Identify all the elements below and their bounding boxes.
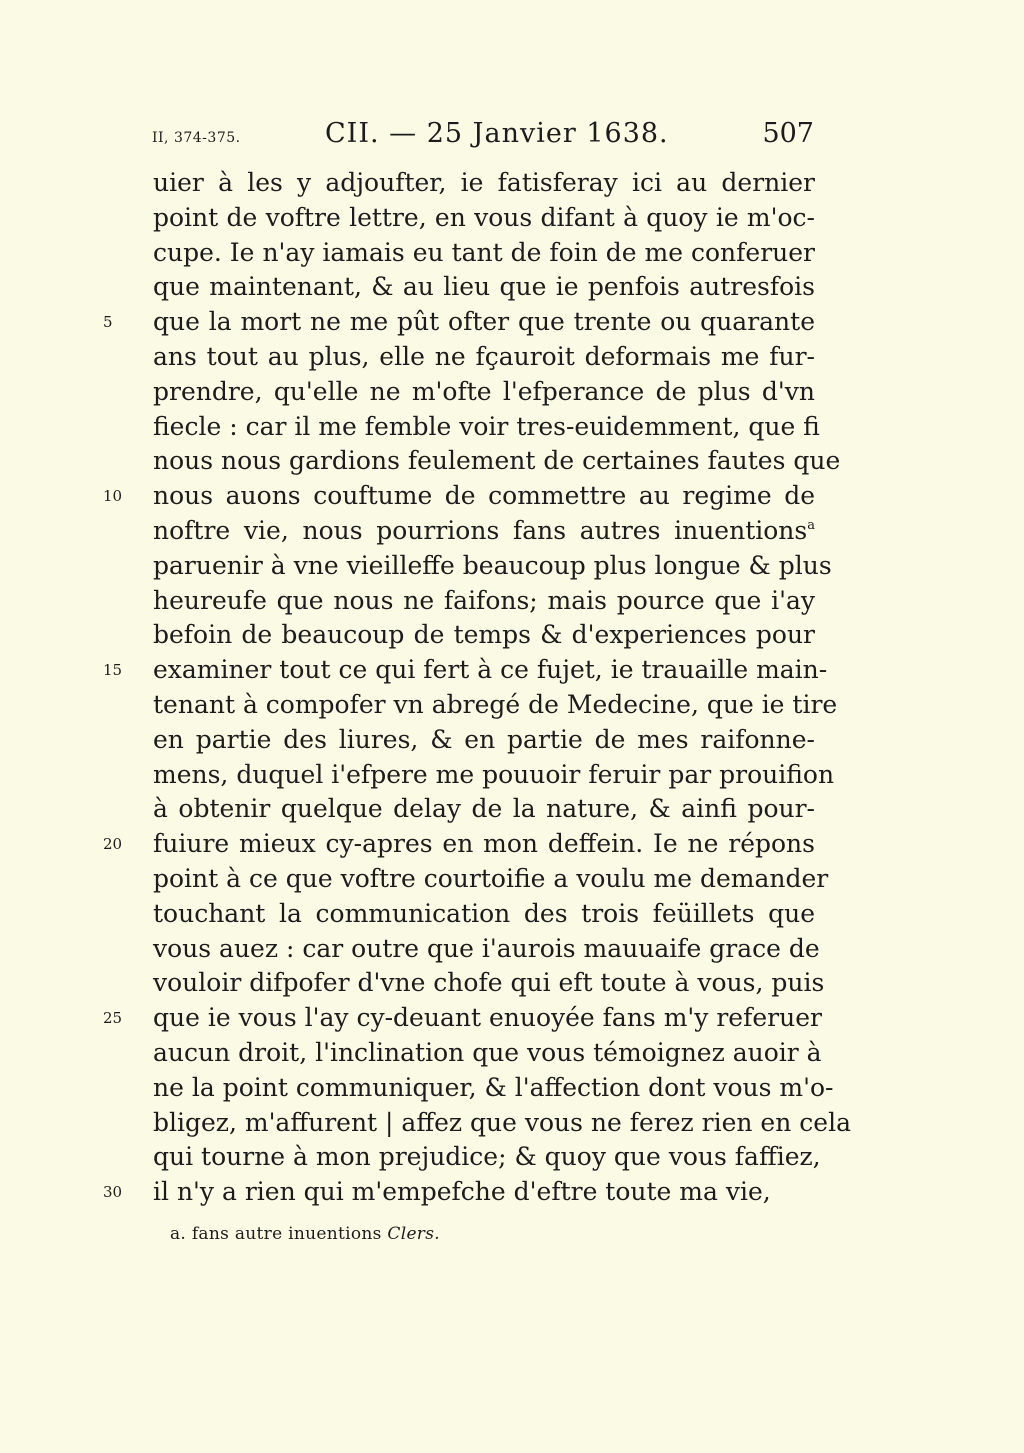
- line-text: point de voftre lettre, en vous difant à quoy ie m'oc-: [153, 202, 815, 232]
- text-line: [153, 758, 835, 793]
- footnote-source: Clers.: [387, 1224, 440, 1244]
- text-line: [103, 1001, 822, 1036]
- line-text: fuiure mieux cy-apres en mon deffein. Ie ne répons: [153, 829, 815, 859]
- text-line: [153, 862, 829, 897]
- line-text: nous auons couftume de commettre au regime de: [153, 481, 815, 511]
- line-text: ne la point communiquer, & l'affection dont vous m'o-: [153, 1072, 834, 1102]
- line-text: noftre vie, nous pourrions fans autres inuentions: [153, 515, 808, 545]
- text-line: [103, 827, 815, 862]
- text-line: [153, 444, 841, 479]
- text-line: [153, 201, 815, 236]
- footnote: [170, 1224, 440, 1244]
- text-line: [153, 375, 815, 410]
- text-line: [103, 653, 828, 688]
- line-text: heureufe que nous ne faifons; mais pource que i'ay: [153, 585, 815, 615]
- line-number: 10: [103, 487, 123, 506]
- line-text: prendre, qu'elle ne m'ofte l'efperance de plus d'vn: [153, 376, 815, 406]
- text-line: [153, 688, 838, 723]
- line-text: fiecle : car il me femble voir tres-euidemment, que fi: [153, 411, 820, 441]
- line-text: nous nous gardions feulement de certaines fautes que: [153, 446, 841, 476]
- text-line: [153, 270, 815, 305]
- text-line: [153, 340, 815, 375]
- line-text: en partie des liures, & en partie de mes raifonne-: [153, 724, 815, 754]
- text-line: [153, 514, 815, 549]
- text-line: [153, 792, 815, 827]
- text-line: [153, 1106, 851, 1141]
- line-text: paruenir à vne vieilleffe beaucoup plus longue & plus: [153, 550, 832, 580]
- text-line: [153, 410, 820, 445]
- letter-body: [103, 166, 851, 1210]
- text-line: [153, 584, 815, 619]
- line-text: à obtenir quelque delay de la nature, & ainfi pour-: [153, 794, 815, 824]
- page-number: 507: [762, 118, 814, 149]
- line-text: il n'y a rien qui m'empefche d'eftre toute ma vie,: [153, 1177, 771, 1207]
- volume-reference: II, 374-375.: [152, 130, 241, 146]
- line-text: examiner tout ce qui fert à ce fujet, ie trauaille main-: [153, 655, 828, 685]
- line-text: cupe. Ie n'ay iamais eu tant de foin de me conferuer: [153, 237, 815, 267]
- line-text: qui tourne à mon prejudice; & quoy que vous faffiez,: [153, 1142, 821, 1172]
- line-number: 30: [103, 1183, 123, 1202]
- line-text: befoin de beaucoup de temps & d'experiences pour: [153, 620, 815, 650]
- text-line: [103, 479, 815, 514]
- line-number: 15: [103, 661, 123, 680]
- text-line: [153, 966, 825, 1001]
- text-line: [153, 1036, 822, 1071]
- text-line: [153, 932, 820, 967]
- line-text: tenant à compofer vn abregé de Medecine, que ie tire: [153, 689, 838, 719]
- line-text: vous auez : car outre que i'aurois mauuaife grace de: [153, 933, 820, 963]
- running-header: [0, 118, 1024, 158]
- text-line: [153, 1071, 834, 1106]
- footnote-text: a. fans autre inuentions: [170, 1224, 382, 1244]
- line-text: mens, duquel i'efpere me pouuoir feruir par prouifion: [153, 759, 835, 789]
- letter-title: CII. — 25 Janvier 1638.: [325, 118, 669, 149]
- line-number: 5: [103, 313, 113, 332]
- line-number: 20: [103, 835, 123, 854]
- line-text: que maintenant, & au lieu que ie penfois autresfois: [153, 272, 815, 302]
- line-text: que ie vous l'ay cy-deuant enuoyée fans m'y referuer: [153, 1003, 822, 1033]
- text-line: [153, 549, 832, 584]
- line-text: que la mort ne me pût ofter que trente ou quarante: [153, 307, 815, 337]
- text-line: [153, 897, 815, 932]
- text-line: [103, 305, 815, 340]
- line-number: 25: [103, 1009, 123, 1028]
- line-text: ans tout au plus, elle ne fçauroit deformais me fur-: [153, 341, 815, 371]
- footnote-marker: a: [807, 517, 815, 533]
- line-text: bligez, m'affurent | affez que vous ne ferez rien en cela: [153, 1107, 851, 1137]
- line-text: point à ce que voftre courtoifie a voulu me demander: [153, 863, 829, 893]
- line-text: uier à les y adjoufter, ie fatisferay ici au dernier: [153, 168, 815, 197]
- text-line: [153, 723, 815, 758]
- line-text: vouloir difpofer d'vne chofe qui eft toute à vous, puis: [153, 968, 825, 998]
- text-line: [153, 1140, 821, 1175]
- text-line: [153, 236, 815, 271]
- line-text: touchant la communication des trois feüillets que: [153, 898, 815, 928]
- text-line: [153, 166, 815, 201]
- text-line: [153, 618, 815, 653]
- text-line: [103, 1175, 815, 1210]
- line-text: aucun droit, l'inclination que vous témoignez auoir à: [153, 1037, 822, 1067]
